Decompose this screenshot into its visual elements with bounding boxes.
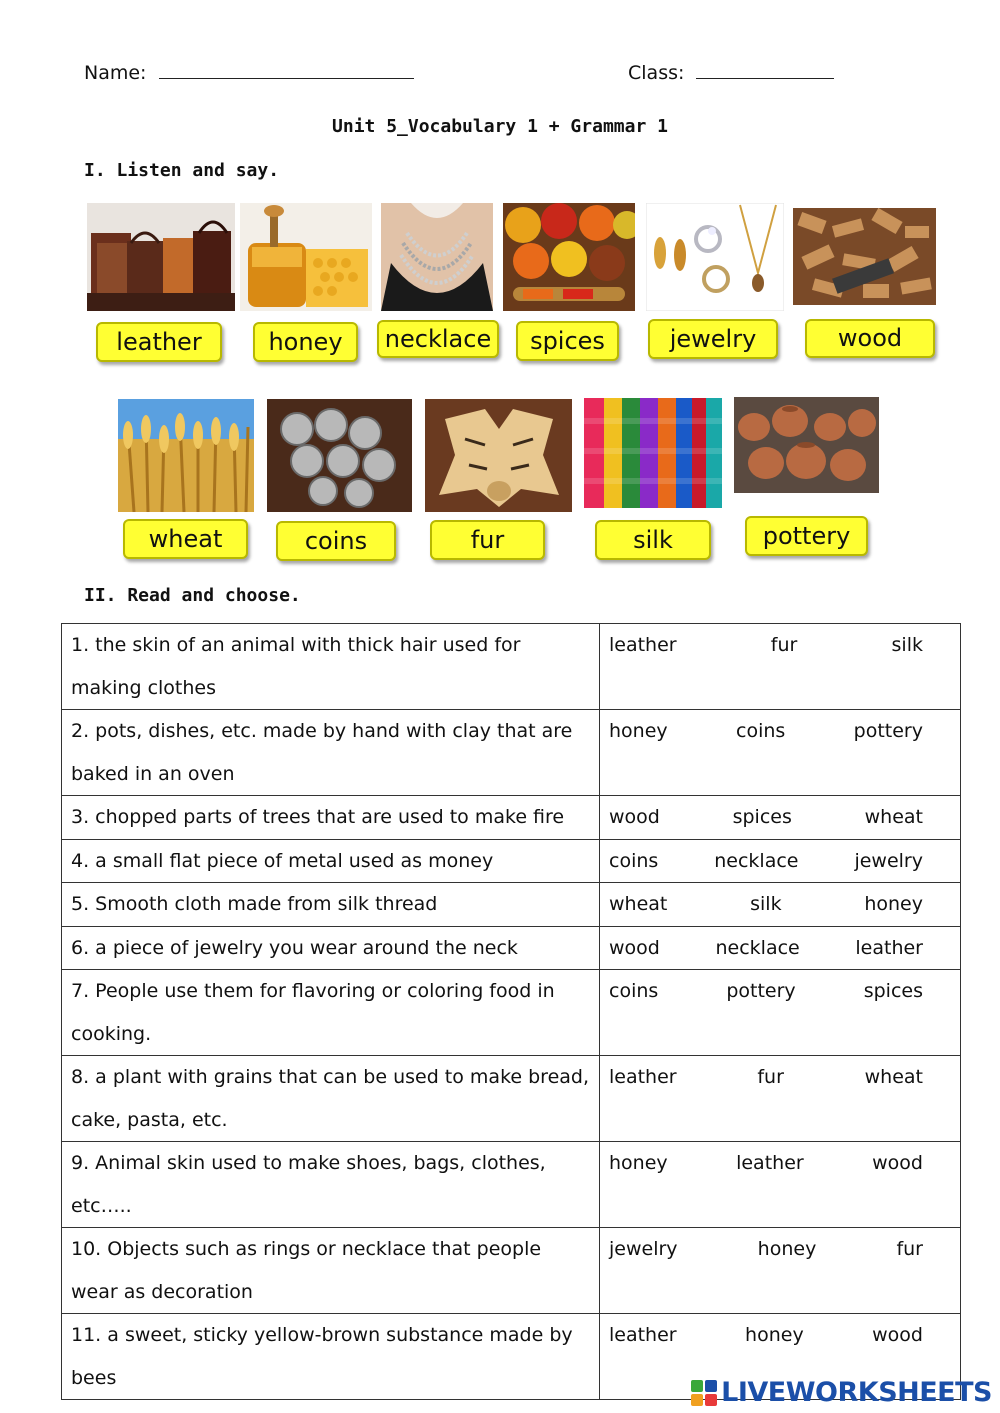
option[interactable]: coins [736,720,786,742]
option[interactable]: fur [757,1066,784,1088]
leather-goods-photo [87,203,235,311]
necklace-photo [381,203,493,311]
name-label: Name: [84,62,147,84]
question-text: 1. the skin of an animal with thick hair used for making clothes [62,624,600,710]
word-card-leather[interactable]: leather [96,322,222,362]
question-text: 6. a piece of jewelry you wear around the neck [62,926,600,970]
name-blank[interactable] [159,78,414,79]
option[interactable]: honey [609,1152,668,1174]
table-row [62,710,961,796]
question-text: 8. a plant with grains that can be used to make bread, cake, pasta, etc. [62,1056,600,1142]
honey-jar-photo [240,203,372,311]
option[interactable]: honey [864,893,923,915]
section-1-heading: I. Listen and say. [84,160,280,181]
option[interactable]: coins [609,849,659,872]
option[interactable]: silk [891,634,923,656]
liveworksheets-logo-icon [691,1380,717,1406]
word-card-wood[interactable]: wood [805,319,935,358]
question-text: 4. a small flat piece of metal used as money [62,839,600,883]
page-title: Unit 5_Vocabulary 1 + Grammar 1 [332,116,668,137]
option[interactable]: jewelry [609,1238,678,1260]
option[interactable]: wood [872,1152,923,1174]
question-text: 3. chopped parts of trees that are used to make fire [62,796,600,840]
table-row [62,839,961,883]
option[interactable]: necklace [715,936,800,959]
option[interactable]: spices [863,980,923,1002]
option[interactable]: pottery [853,720,923,742]
class-blank[interactable] [696,78,834,79]
option[interactable]: wheat [864,806,923,828]
question-text: 11. a sweet, sticky yellow-brown substance made by bees [62,1314,600,1400]
word-card-necklace[interactable]: necklace [377,320,499,358]
option[interactable]: wood [609,936,660,959]
table-row [62,883,961,927]
name-field [84,62,414,84]
word-card-spices[interactable]: spices [516,321,619,361]
option[interactable]: leather [736,1152,804,1174]
option[interactable]: spices [732,806,792,828]
word-card-jewelry[interactable]: jewelry [648,319,778,359]
word-card-silk[interactable]: silk [595,520,711,560]
option[interactable]: necklace [714,849,799,872]
question-text: 9. Animal skin used to make shoes, bags, clothes, etc….. [62,1142,600,1228]
option[interactable]: fur [896,1238,923,1260]
answer-options [600,839,961,883]
option[interactable]: coins [609,980,659,1002]
option[interactable]: wheat [864,1066,923,1088]
question-text: 10. Objects such as rings or necklace that people wear as decoration [62,1228,600,1314]
answer-options [600,970,961,1056]
option[interactable]: honey [609,720,668,742]
option[interactable]: jewelry [854,849,923,872]
table-row [62,1142,961,1228]
option[interactable]: wood [609,806,660,828]
answer-options [600,926,961,970]
option[interactable]: leather [609,1324,677,1346]
class-label: Class: [628,62,685,84]
jewelry-photo [646,203,784,311]
option[interactable]: leather [855,936,923,959]
silk-fabric-photo [584,398,722,508]
option[interactable]: honey [745,1324,804,1346]
option[interactable]: leather [609,634,677,656]
liveworksheets-logo [691,1377,992,1408]
word-card-wheat[interactable]: wheat [123,519,248,559]
spices-photo [503,203,635,311]
answer-options [600,1142,961,1228]
option[interactable]: fur [770,634,798,656]
option[interactable]: wood [872,1324,923,1346]
question-text: 5. Smooth cloth made from silk thread [62,883,600,927]
option[interactable]: wheat [609,893,668,915]
table-row [62,796,961,840]
table-row [62,1228,961,1314]
wheat-field-photo [118,399,254,512]
answer-options [600,1056,961,1142]
option[interactable]: honey [757,1238,817,1260]
table-row [62,1056,961,1142]
question-text: 7. People use them for flavoring or coloring food in cooking. [62,970,600,1056]
word-card-fur[interactable]: fur [430,520,545,560]
fur-rug-photo [425,399,572,512]
question-table [61,623,961,1400]
answer-options [600,1228,961,1314]
table-row [62,926,961,970]
word-card-coins[interactable]: coins [276,521,396,561]
answer-options [600,796,961,840]
answer-options [600,883,961,927]
class-field [628,62,834,84]
brand-text: LIVEWORKSHEETS [721,1377,992,1408]
table-row [62,624,961,710]
question-text: 2. pots, dishes, etc. made by hand with clay that are baked in an oven [62,710,600,796]
coins-photo [267,399,412,512]
table-row [62,970,961,1056]
option[interactable]: leather [609,1066,677,1088]
option[interactable]: pottery [726,980,796,1002]
word-card-pottery[interactable]: pottery [745,516,868,556]
option[interactable]: silk [750,893,782,915]
pottery-photo [734,397,879,493]
word-card-honey[interactable]: honey [253,322,358,362]
firewood-photo [793,208,936,305]
section-2-heading: II. Read and choose. [84,585,301,606]
answer-options [600,624,961,710]
answer-options [600,710,961,796]
